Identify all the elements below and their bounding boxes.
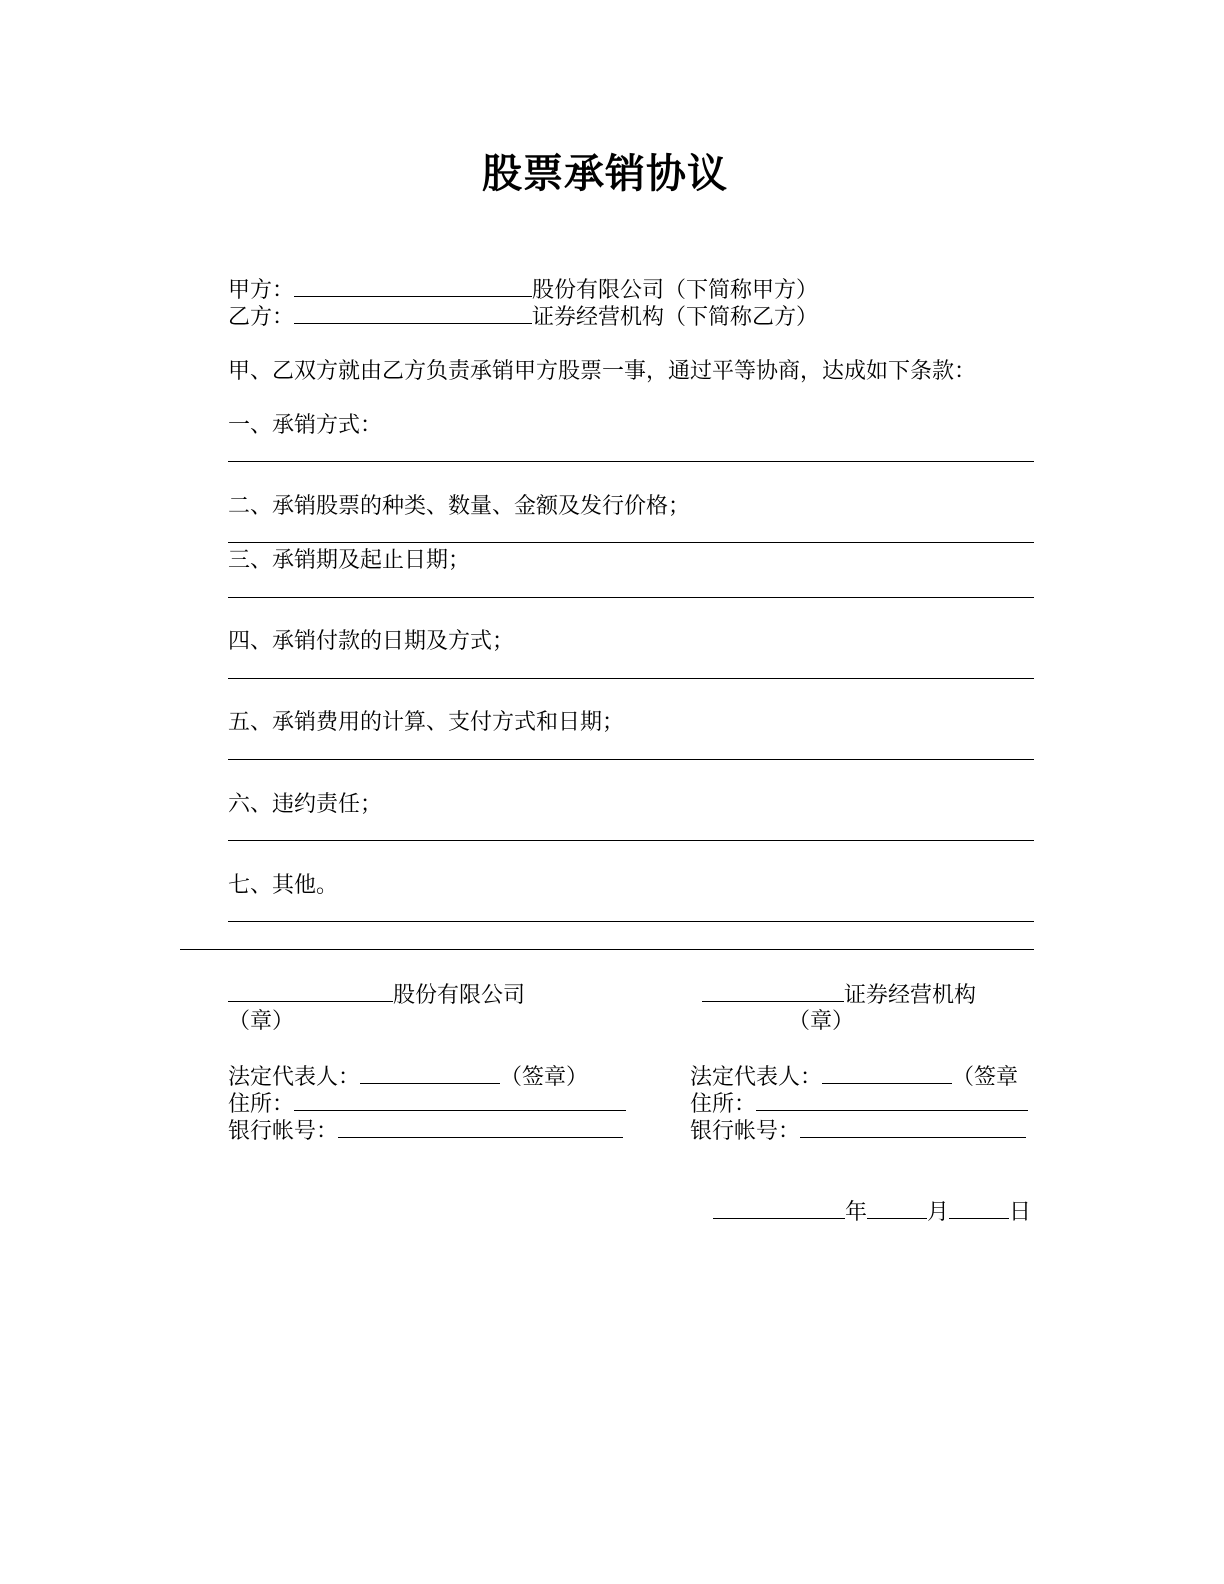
left-company-suffix: 股份有限公司: [393, 983, 526, 1008]
party-b-label: 乙方：: [228, 305, 295, 330]
right-company-suffix: 证券经营机构: [844, 983, 977, 1008]
clause-7: 七、其他。: [228, 873, 339, 898]
party-a-name-field[interactable]: [294, 276, 532, 297]
left-address-label: 住所：: [228, 1092, 295, 1117]
party-a-label: 甲方：: [228, 278, 295, 303]
right-address-field[interactable]: [756, 1090, 1028, 1111]
clause-6-blank-line[interactable]: [228, 840, 1034, 841]
clause-1-blank-line[interactable]: [228, 461, 1034, 462]
clause-4-blank-line[interactable]: [228, 678, 1034, 679]
left-rep-line: [228, 1063, 588, 1092]
left-bank-field[interactable]: [338, 1117, 623, 1138]
clause-5-blank-line[interactable]: [228, 759, 1034, 760]
section-divider: [180, 949, 1034, 950]
left-address-line: [228, 1090, 626, 1119]
left-company-line: [228, 981, 525, 1010]
month-label: 月: [927, 1200, 950, 1225]
day-field[interactable]: [949, 1198, 1009, 1219]
year-field[interactable]: [713, 1198, 845, 1219]
left-bank-label: 银行帐号：: [228, 1119, 339, 1144]
left-rep-label: 法定代表人：: [228, 1065, 361, 1090]
day-label: 日: [1009, 1200, 1032, 1225]
right-rep-line: [690, 1063, 1018, 1092]
right-rep-field[interactable]: [822, 1063, 952, 1084]
clause-7-blank-line[interactable]: [228, 921, 1034, 922]
clause-3: 三、承销期及起止日期；: [228, 548, 471, 573]
right-company-line: [702, 981, 976, 1010]
right-bank-field[interactable]: [800, 1117, 1026, 1138]
right-address-label: 住所：: [690, 1092, 757, 1117]
right-bank-label: 银行帐号：: [690, 1119, 801, 1144]
left-address-field[interactable]: [294, 1090, 626, 1111]
date-line: [713, 1198, 1031, 1227]
clause-5: 五、承销费用的计算、支付方式和日期；: [228, 710, 625, 735]
party-b-suffix: 证券经营机构（下简称乙方）: [532, 305, 819, 330]
left-seal: （章）: [228, 1009, 295, 1034]
party-a-suffix: 股份有限公司（下简称甲方）: [532, 278, 819, 303]
left-rep-field[interactable]: [360, 1063, 500, 1084]
right-rep-label: 法定代表人：: [690, 1065, 823, 1090]
clause-4: 四、承销付款的日期及方式；: [228, 629, 515, 654]
left-rep-suffix: （签章）: [500, 1065, 589, 1090]
right-company-name-field[interactable]: [702, 981, 844, 1002]
right-seal: （章）: [788, 1009, 855, 1034]
party-b-name-field[interactable]: [294, 303, 532, 324]
right-rep-suffix: （签章: [952, 1065, 1019, 1090]
left-bank-line: [228, 1117, 623, 1146]
clause-3-blank-line[interactable]: [228, 597, 1034, 598]
clause-6: 六、违约责任；: [228, 792, 383, 817]
party-b-line: [228, 303, 818, 332]
clause-1: 一、承销方式：: [228, 413, 383, 438]
right-bank-line: [690, 1117, 1026, 1146]
party-a-line: [228, 276, 818, 305]
page-title: 股票承销协议: [482, 151, 728, 197]
year-label: 年: [845, 1200, 868, 1225]
intro-text: 甲、乙双方就由乙方负责承销甲方股票一事，通过平等协商，达成如下条款：: [228, 359, 977, 384]
month-field[interactable]: [867, 1198, 927, 1219]
left-company-name-field[interactable]: [228, 981, 393, 1002]
clause-2-blank-line[interactable]: [228, 542, 1034, 543]
right-address-line: [690, 1090, 1028, 1119]
clause-2: 二、承销股票的种类、数量、金额及发行价格；: [228, 494, 691, 519]
